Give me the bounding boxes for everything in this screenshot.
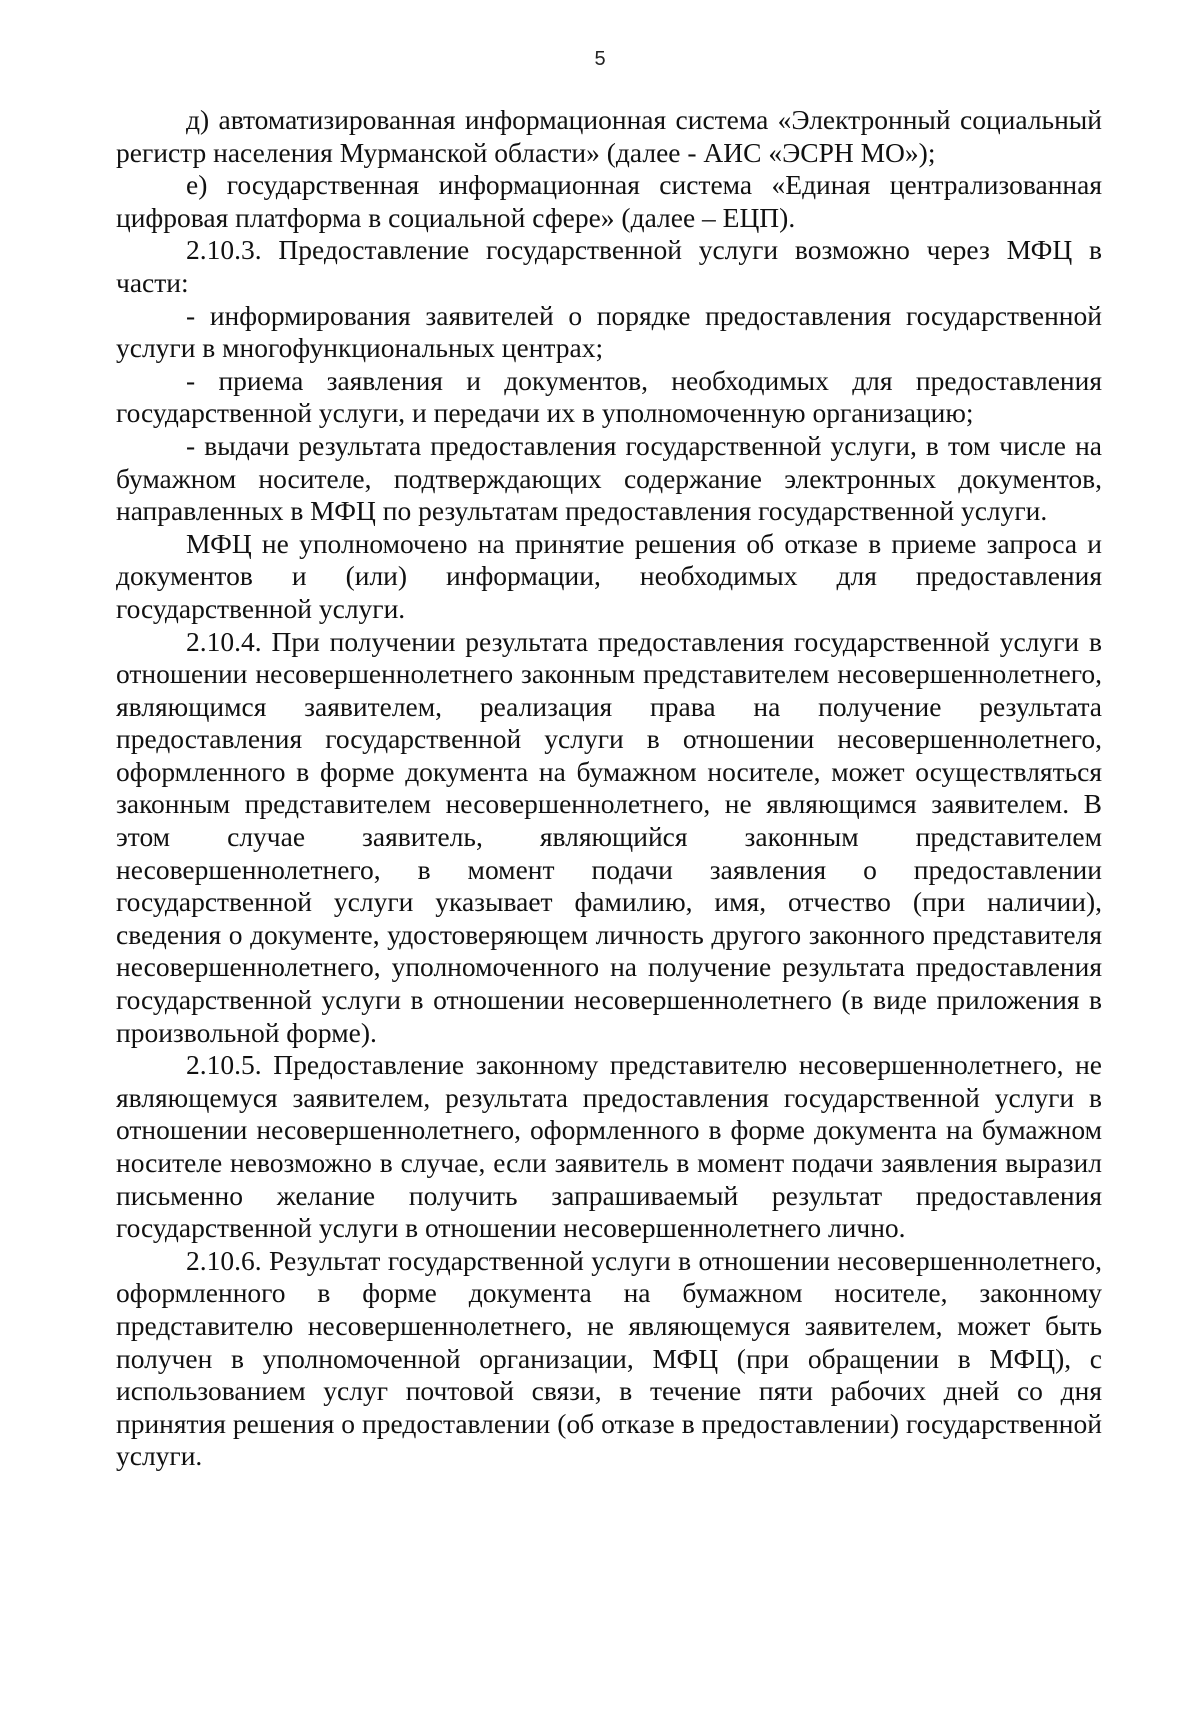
paragraph-mfc-not-authorized: МФЦ не уполномочено на принятие решения об отказе в приеме запроса и документов и (или) информации, необходимых для предоставления государственной услуги. (116, 527, 1102, 624)
paragraph-2-10-4: 2.10.4. При получении результата предоставления государственной услуги в отношении несовершеннолетнего законным представителем несовершеннолетнего, являющимся заявителем, реализация права на получение результата предоставления государственной услуги в отношении несовершеннолетнего, оформленного в форме документа на бумажном носителе, может осуществляться законным представителем несовершеннолетнего, не являющимся заявителем. В этом случае заявитель, являющийся законным представителем несовершеннолетнего, в момент подачи заявления о предоставлении государственной услуги указывает фамилию, имя, отчество (при наличии), сведения о документе, удостоверяющем личность другого законного представителя несовершеннолетнего, уполномоченного на получение результата предоставления государственной услуги в отношении несовершеннолетнего (в виде приложения в произвольной форме). (116, 625, 1102, 1048)
paragraph-2-10-5: 2.10.5. Предоставление законному представителю несовершеннолетнего, не являющемуся заявителем, результата предоставления государственной услуги в отношении несовершеннолетнего, оформленного в форме документа на бумажном носителе невозможно в случае, если заявитель в момент подачи заявления выразил письменно желание получить запрашиваемый результат предоставления государственной услуги в отношении несовершеннолетнего лично. (116, 1049, 1102, 1244)
page-number: 5 (594, 48, 606, 70)
list-item-receiving: - приема заявления и документов, необходимых для предоставления государственной услуги, и передачи их в уполномоченную организацию; (116, 364, 1102, 429)
paragraph-2-10-6: 2.10.6. Результат государственной услуги в отношении несовершеннолетнего, оформленного в форме документа на бумажном носителе, законному представителю несовершеннолетнего, не являющемуся заявителем, может быть получен в уполномоченной организации, МФЦ (при обращении в МФЦ), с использованием услуг почтовой связи, в течение пяти рабочих дней со дня принятия решения о предоставлении (об отказе в предоставлении) государственной услуги. (116, 1244, 1102, 1472)
document-body (116, 104, 1102, 1473)
paragraph-item-d: д) автоматизированная информационная система «Электронный социальный регистр населения Мурманской области» (далее - АИС «ЭСРН МО»); (116, 104, 1102, 168)
list-item-issuing: - выдачи результата предоставления государственной услуги, в том числе на бумажном носителе, подтверждающих содержание электронных документов, направленных в МФЦ по результатам предоставления государственной услуги. (116, 429, 1102, 527)
list-item-informing: - информирования заявителей о порядке предоставления государственной услуги в многофункциональных центрах; (116, 299, 1102, 364)
paragraph-item-e: е) государственная информационная система «Единая централизованная цифровая платформа в социальной сфере» (далее – ЕЦП). (116, 169, 1102, 233)
paragraph-2-10-3: 2.10.3. Предоставление государственной услуги возможно через МФЦ в части: (116, 234, 1102, 298)
